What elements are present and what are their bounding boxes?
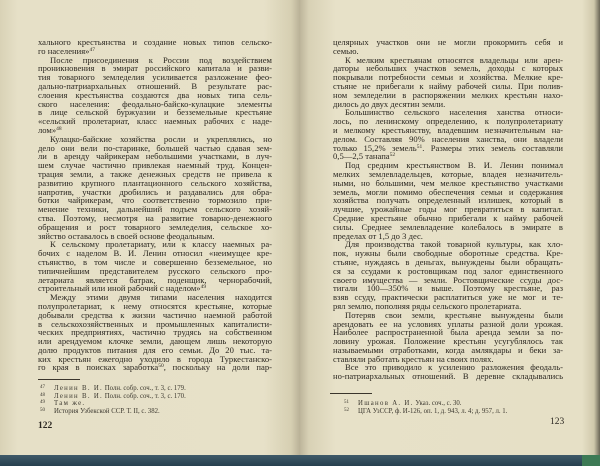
line-text: семью. (333, 45, 359, 56)
book-cover-edge (0, 455, 600, 466)
line-text: ких крестьян ежегодно уходило в города Туркестанско- (38, 353, 272, 364)
line-text: долю продуктов питания для его семьи. До 20 тыс. та- (38, 344, 272, 355)
text-line (38, 363, 272, 372)
line-text: лом» (38, 124, 57, 135)
line-text: ли в аренду чайрикерам небольшими участками, в луч- (38, 151, 272, 162)
footnote-divider (38, 379, 80, 380)
line-text: проникновения в эмират российского капитала и разви- (38, 63, 272, 74)
line-text: рял землю, пополняя ряды сельского пролетариата. (333, 300, 522, 311)
footnote-number: 51 (344, 400, 349, 405)
footnote-ref: 48 (56, 125, 62, 132)
line-text: взяв ссуду, практически расплатиться уже не мог и те- (333, 292, 563, 303)
line-text: го населения» (38, 45, 90, 56)
footnote-number: 52 (344, 407, 349, 413)
footnote-number: 48 (40, 392, 45, 398)
line-text: После присоединения к России под воздействием (50, 54, 272, 65)
line-text: 0,5—2,5 танапа (333, 151, 390, 162)
footnote (344, 400, 507, 408)
line-text: Между этими двумя типами населения находится (50, 292, 272, 303)
page-number: 122 (38, 421, 53, 431)
left-page-body (38, 38, 272, 372)
line-text: в лице сельской буржуазии и безземельные крестьяне (38, 107, 272, 118)
line-text: пок, нужны были свободные оборотные средства. Кре- (333, 248, 563, 259)
footnote-text: Полн. собр. соч., т. 3, с. 170. (103, 392, 186, 400)
line-text: стьяне не прибегали к найму рабочей силы. При полив- (333, 80, 563, 91)
line-text: дилось до двух десятин земли. (333, 98, 446, 109)
line-text: покрывали потребности семьи и хозяйства. Мелкие кре- (333, 72, 563, 83)
line-text: Потеряв свои земли, крестьяне вынуждены были (345, 309, 563, 320)
line-text: называемыми отработками, когда амлякдары и беки за- (333, 344, 563, 355)
line-text: арендовать ее на условиях уплаты разной доли урожая. (333, 318, 563, 329)
footnote-divider (330, 393, 372, 394)
line-text: летариата является батрак, поденщик, чернорабочий, (38, 274, 272, 285)
line-text: трация земли, а также денежных средств не привела к (38, 168, 272, 179)
line-text: силы. Среднее землевладение колебалось в эмирате в (333, 221, 563, 232)
line-text: , поскольку на доли пар- (163, 362, 272, 373)
footnote-author: Ишанов А. И. (358, 400, 414, 407)
right-footnotes (344, 400, 507, 415)
line-text: пределах от 1,5 до 3 дес. (333, 230, 423, 241)
line-text: только 15,2% земель (333, 142, 417, 153)
footnote (40, 385, 186, 393)
line-text: или арендуемом клочке земли, дающем лишь некоторую (38, 336, 272, 347)
line-text: даторы небольших участков земель, доходы с которых (333, 63, 563, 74)
line-text: обращения и рост товарного земледелия, сельское хо- (38, 221, 272, 232)
line-text: ского населения: феодально-байско-кулацкие элементы (38, 98, 272, 109)
left-footnotes (40, 385, 186, 416)
line-text: тигали 100—350% и выше. Поэтому крестьяне, раз (333, 283, 563, 294)
line-text: ся за ссудами к ростовщикам под залог единственного (333, 265, 563, 276)
page-number: 123 (550, 417, 565, 427)
line-text: шем случае частично привлекая наемный труд. Концен- (38, 160, 272, 171)
line-text: Под средним крестьянством В. И. Ленин понимал (345, 160, 563, 171)
line-text: напротив, участки дробились и раздавались для обра- (38, 186, 272, 197)
line-text: хозяйства получать определенный излишек, который в (333, 195, 563, 206)
line-text: добывали средства к жизни частично наемной работой (38, 309, 272, 320)
line-text: ческих предприятиях, частично трудясь на собственном (38, 327, 272, 338)
line-text: К сельскому пролетариату, или к классу наемных ра- (50, 239, 272, 250)
line-text: но-патриархальных отношений. В деревне складывались (333, 371, 563, 382)
line-text: Для производства такой товарной культуры, как хло- (345, 239, 563, 250)
line-text: . Размеры этих земель составляли (422, 142, 563, 153)
right-page-body (333, 38, 563, 381)
line-text: Большинство сельского населения ханства относи- (345, 107, 563, 118)
line-text: ставляли работать крестьян на своих полях. (333, 353, 494, 364)
line-text: Наиболее распространенной была аренда земли за по- (333, 327, 563, 338)
line-text: «сельский пролетариат, класс наемных рабочих с наде- (38, 116, 272, 127)
line-text: ными, но бо́льшими, чем мелкое крестьянство участками (333, 177, 563, 188)
line-text: лучшие, урожайные годы мог превратиться в капитал. (333, 204, 563, 215)
cover-corner (582, 455, 600, 466)
footnote-author: Ленин В. И. (54, 385, 104, 392)
line-text: бочих с наделом В. И. Ленин относил «неимущее кре- (38, 248, 272, 259)
line-text: типичнейшим представителем русского сельского про- (38, 265, 272, 276)
footnote-ref: 51 (416, 143, 423, 150)
line-text: дело они вели по-старинке, большей частью сдавая зем- (38, 142, 272, 153)
line-text: развитию крупного плантационного сельского хозяйства, (38, 177, 272, 188)
line-text: Все это приводило к усилению разложения феодаль- (345, 362, 563, 373)
text-line (38, 117, 272, 126)
line-text: своего имущества — земли. Ростовщические ссуды дос- (333, 274, 563, 285)
footnote (40, 400, 186, 408)
footnote-text: Полн. собр. соч., т. 3, с. 179. (103, 385, 186, 392)
footnote-ref: 52 (389, 152, 396, 159)
line-text: ном земледелии в распоряжении мелких крестьян нахо- (333, 89, 563, 100)
line-text: целярных участков они не могли прокормить себя и (333, 37, 563, 47)
line-text: земель, могли помимо обеспечения семьи и содержания (333, 186, 563, 197)
footnote-author: Ленин В. И. (54, 392, 104, 400)
line-text: менение техники, дальнейший подъем сельского хозяй- (38, 204, 272, 215)
footnote-ref: 50 (158, 363, 164, 370)
line-text: и мелкому крестьянству, владевшим незначительным на- (333, 124, 563, 135)
line-text: ботки чайрикерам, что соответственно тормозило при- (38, 195, 272, 206)
footnote (344, 408, 507, 416)
line-text: полупролетариат, к нему относятся крестьяне, которые (38, 300, 272, 311)
line-text: ства. Поэтому, несмотря на развитие товарно-денежного (38, 212, 272, 223)
line-text: лось, по ленинскому определению, к полупролетариату (333, 116, 563, 127)
line-text: делом. Составляя 90% населения ханства, они владели (333, 133, 563, 144)
line-text: дально-патриархальных отношений. В результате рас- (38, 80, 272, 91)
right-page (300, 0, 600, 455)
line-text: тия товарного земледелия усиливается разложение фео- (38, 72, 272, 83)
line-text: слоения крестьянства создаются два новых типа сель- (38, 89, 272, 100)
footnote (40, 393, 186, 401)
line-text: хального крестьянства и создание новых типов сельско- (38, 37, 272, 47)
text-line (333, 38, 563, 47)
footnote-text: ЦГА УзССР, ф. И-126, оп. 1, д. 943, л. 4; д. 957, л. 1. (358, 407, 508, 415)
footnote-text: История Узбекской ССР. Т. II, с. 382. (54, 408, 160, 416)
line-text: строительный или иной рабочий с наделом» (38, 283, 201, 294)
line-text: Средние крестьяне обычно прибегали к найму рабочей (333, 212, 563, 223)
footnote (40, 408, 186, 416)
footnote-number: 50 (40, 408, 45, 414)
line-text: ловину урожая. Положение крестьян усугублялось так (333, 336, 563, 347)
line-text: стьянство, в том числе и совершенно безземельное, но (38, 256, 272, 267)
line-text: мелких землевладельцев, которые, владея незначитель- (333, 168, 563, 179)
line-text: стьяне, нуждаясь в деньгах, вынуждены были обращать- (333, 256, 563, 267)
footnote-text: Указ. соч., с. 30. (413, 400, 462, 407)
footnote-number: 47 (40, 385, 45, 390)
footnote-ref: 47 (89, 46, 95, 53)
line-text: в сельскохозяйственных и промышленных капиталисти- (38, 318, 272, 329)
footnote-ref: 49 (200, 284, 207, 291)
line-text: зяйство оставалось в своей основе феодальным. (38, 230, 215, 241)
line-text: Кулацко-байские хозяйства росли и укреплялись, но (50, 133, 272, 144)
footnote-author: Там же. (54, 400, 86, 408)
text-line (333, 372, 563, 381)
line-text: К мелким крестьянам относятся владельцы или арен- (345, 54, 563, 65)
line-text: го края в поисках заработка (38, 362, 159, 373)
left-page (0, 0, 300, 455)
footnote-number: 49 (40, 400, 45, 406)
